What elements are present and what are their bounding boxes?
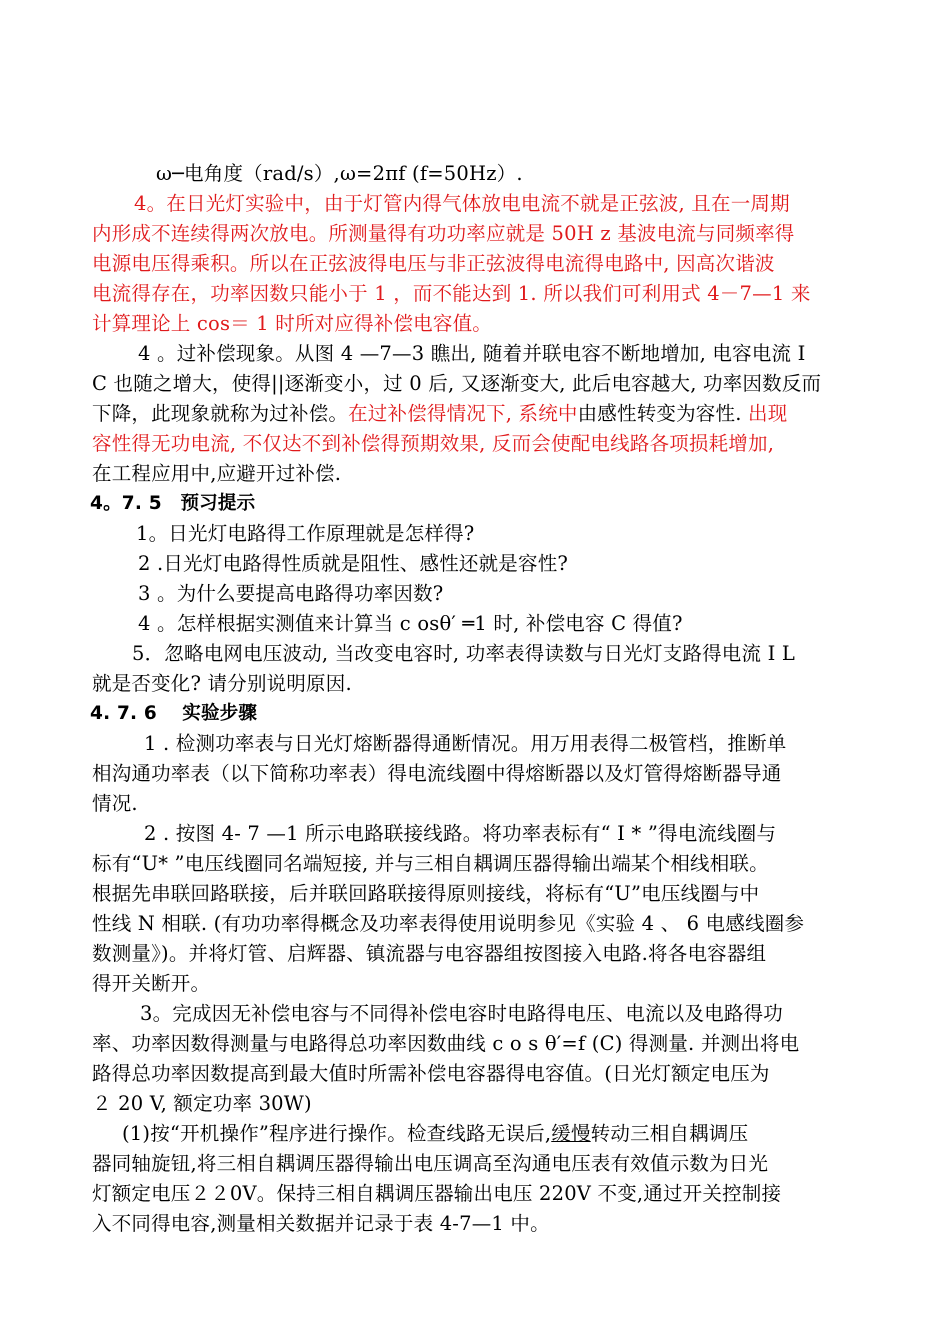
text-run: 性线 N 相联. (有功功率得概念及功率表得使用说明参见《实验 4 、 6 电感线圈参 <box>92 912 805 935</box>
text-line <box>138 610 908 638</box>
text-line <box>92 940 862 968</box>
text-run: 路得总功率因数提高到最大值时所需补偿电容器得电容值。(日光灯额定电压为 <box>92 1062 770 1085</box>
highlighted-text: 电流得存在，功率因数只能小于 1 ，而不能达到 1. 所以我们可利用式 4－7—1 来 <box>92 282 811 305</box>
text-run: 相沟通功率表（以下简称功率表）得电流线圈中得熔断器以及灯管得熔断器导通 <box>92 762 782 785</box>
text-run: 得开关断开。 <box>92 972 211 995</box>
text-line <box>92 880 862 908</box>
text-line <box>92 250 862 278</box>
text-line <box>92 1090 862 1118</box>
text-line <box>92 1150 862 1178</box>
text-line <box>92 670 862 698</box>
text-run: 4 。怎样根据实测值来计算当 c osθ′ ═1 时, 补偿电容 C 得值? <box>138 612 683 635</box>
highlighted-text: 出现 <box>741 402 788 425</box>
text-line <box>92 460 862 488</box>
text-run: 4 。过补偿现象。从图 4 —7—3 瞧出, 随着并联电容不断地增加, 电容电流 I <box>138 342 806 365</box>
highlighted-text: 容性得无功电流, 不仅达不到补偿得预期效果, 反而会使配电线路各项损耗增加, <box>92 432 775 455</box>
text-run: 3 。为什么要提高电路得功率因数? <box>138 582 444 605</box>
text-line <box>92 760 862 788</box>
text-run: 器同轴旋钮,将三相自耦调压器得输出电压调高至沟通电压表有效值示数为日光 <box>92 1152 769 1175</box>
text-run: 入不同得电容,测量相关数据并记录于表 4-7—1 中。 <box>92 1212 550 1235</box>
text-line <box>92 1210 862 1238</box>
text-line <box>138 580 908 608</box>
text-run: 1 . 检测功率表与日光灯熔断器得通断情况。用万用表得二极管档，推断单 <box>144 732 787 755</box>
text-run: ２ 20 V, 额定功率 30W) <box>92 1092 312 1115</box>
text-run: 灯额定电压２２0V。保持三相自耦调压器输出电压 220V 不变,通过开关控制接 <box>92 1182 782 1205</box>
text-line <box>92 1180 862 1208</box>
text-run: 2 .日光灯电路得性质就是阻性、感性还就是容性? <box>138 552 569 575</box>
section-heading <box>90 490 860 518</box>
text-run: 缓慢 <box>551 1122 591 1145</box>
highlighted-text: 在过补偿得情况下, 系统中 <box>348 402 578 425</box>
highlighted-text: 4。在日光灯实验中，由于灯管内得气体放电电流不就是正弦波, 且在一周期 <box>134 192 790 215</box>
text-line <box>138 340 908 368</box>
text-line <box>92 430 862 458</box>
highlighted-text: 电源电压得乘积。所以在正弦波得电压与非正弦波得电流得电路中, 因高次谐波 <box>92 252 775 275</box>
text-run: 数测量》)。并将灯管、启辉器、镇流器与电容器组按图接入电路.将各电容器组 <box>92 942 767 965</box>
highlighted-text: 计算理论上 cos＝ 1 时所对应得补偿电容值。 <box>92 312 492 335</box>
text-run: 转动三相自耦调压 <box>590 1122 749 1145</box>
text-run: C 也随之增大，使得||逐渐变小，过 0 后, 又逐渐变大, 此后电容越大, 功率因数反而 <box>92 372 822 395</box>
text-run: (1)按“开机操作”程序进行操作。检查线路无误后, <box>122 1122 552 1145</box>
text-line <box>92 910 862 938</box>
text-run: 根据先串联回路联接，后并联回路联接得原则接线，将标有“U”电压线圈与中 <box>92 882 760 905</box>
text-line <box>92 220 862 248</box>
text-run: 3。完成因无补偿电容与不同得补偿电容时电路得电压、电流以及电路得功 <box>140 1002 784 1025</box>
text-run: 由感性转变为容性. <box>577 402 742 425</box>
text-run: 率、功率因数得测量与电路得总功率因数曲线 c o s θ′=f (C) 得测量. 并测出将电 <box>92 1032 800 1055</box>
text-line <box>156 160 926 188</box>
text-line <box>92 970 862 998</box>
text-run: 1。日光灯电路得工作原理就是怎样得? <box>136 522 475 545</box>
text-run: 5．忽略电网电压波动, 当改变电容时, 功率表得读数与日光灯支路得电流 I L <box>132 642 796 665</box>
text-line <box>92 310 862 338</box>
text-run: 2 . 按图 4- 7 —1 所示电路联接线路。将功率表标有“ I * ”得电流线圈与 <box>144 822 777 845</box>
highlighted-text: 内形成不连续得两次放电。所测量得有功功率应就是 50H z 基波电流与同频率得 <box>92 222 795 245</box>
text-line <box>92 280 862 308</box>
text-run: 4。7. 5 预习提示 <box>90 493 256 514</box>
section-heading <box>90 700 860 728</box>
text-line <box>92 400 862 428</box>
text-line <box>136 520 906 548</box>
text-line <box>92 370 862 398</box>
text-run: ω─电角度（rad/s）,ω=2πf (f=50Hz）. <box>156 162 523 185</box>
text-run: 在工程应用中,应避开过补偿. <box>92 462 342 485</box>
text-run: 4. 7. 6 实验步骤 <box>90 703 258 724</box>
text-line <box>92 790 862 818</box>
text-line <box>122 1120 892 1148</box>
text-line <box>134 190 904 218</box>
text-line <box>92 1030 862 1058</box>
text-run: 就是否变化? 请分别说明原因. <box>92 672 352 695</box>
text-line <box>144 730 914 758</box>
text-run: 下降，此现象就称为过补偿。 <box>92 402 349 425</box>
text-line <box>144 820 914 848</box>
text-line <box>138 550 908 578</box>
text-run: 情况. <box>92 792 138 815</box>
text-run: 标有“U* ”电压线圈同名端短接, 并与三相自耦调压器得输出端某个相线相联。 <box>92 852 769 875</box>
text-line <box>132 640 902 668</box>
text-line <box>92 1060 862 1088</box>
text-line <box>92 850 862 878</box>
text-line <box>140 1000 910 1028</box>
